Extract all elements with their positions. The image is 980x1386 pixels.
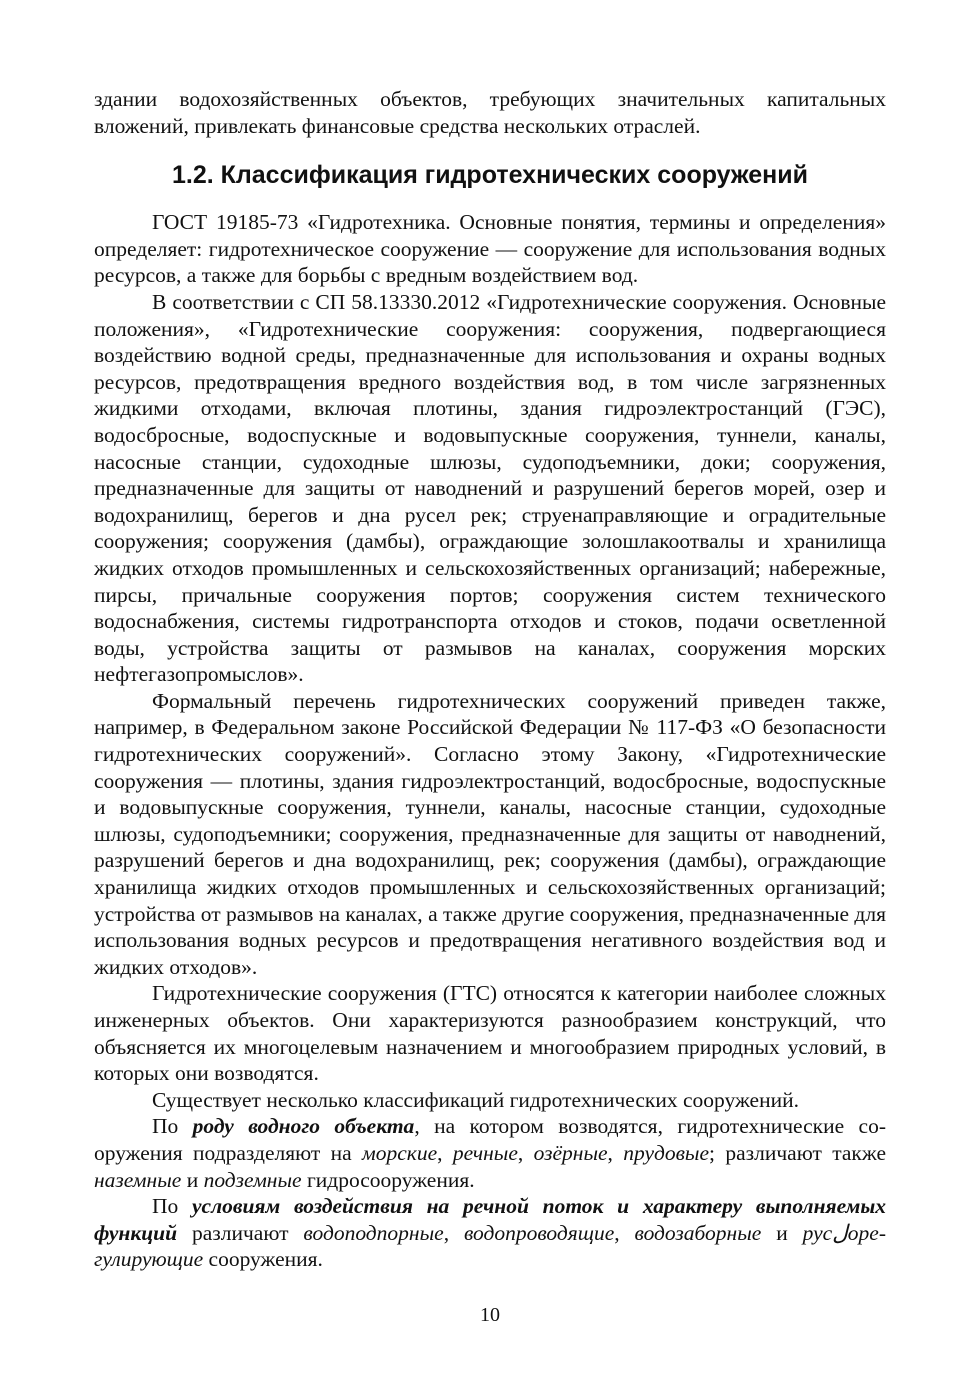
text-run: и: [761, 1220, 803, 1245]
section-title: 1.2. Классификация гидротехнических сооружений: [171, 161, 808, 190]
text-run: ,: [614, 1220, 635, 1245]
italic-term: русلорегулирующие: [94, 1220, 887, 1272]
intro-continuation-paragraph: здании водохозяйственных объектов, требующих значительных капитальных вложений, привлекать финансовые средства нескольких отраслей.: [94, 87, 886, 138]
text-run: ,: [443, 1220, 464, 1245]
text-run: различают: [177, 1220, 304, 1245]
italic-term: озёрные: [533, 1140, 608, 1165]
emphasis-term: условиям воздействия на речной поток и характеру выполняемых функций: [94, 1194, 887, 1245]
text-run: гидросооружения.: [301, 1167, 475, 1192]
italic-term: водозаборные: [634, 1220, 762, 1245]
paragraph-federal-law: Формальный перечень гидротехнических сооружений приведен также, например, в Федеральном законе Российской Федерации № 117-ФЗ «О безопасности гидротехнических сооружений». Согласно этому Закону, «Гидротехнические сооружения — плотины, здания гидроэлектростанций, водосбросные, водоспускные и водовыпускные сооружения, туннели, каналы, насосные станции, судоходные шлюзы, судоподъемники; сооружения, предназначенные для защиты от наводнений, разрушений берегов и дна водохранилищ, рек; сооружения (дамбы), ограждающие хранилища жидких отходов промышленных и сельскохозяйственных организаций; устройства от размывов на каналах, а также другие сооружения, предназначенные для использования водных ресурсов и предотвращения негативного воздействия вод и жидких отходов».: [94, 688, 886, 979]
text-run: ,: [437, 1140, 453, 1165]
page-number: 10: [480, 1304, 500, 1326]
page-body: [94, 86, 886, 1273]
paragraph-gts-complexity: Гидротехнические сооружения (ГТС) относятся к категории наиболее сложных инженерных объектов. Они характеризуются разнообразием конструкций, что объясняется их многоцелевым назначением и многообразием природных условий, в которых они возводятся.: [94, 981, 886, 1086]
italic-term: прудовые: [623, 1140, 710, 1165]
italic-term: морские: [362, 1140, 438, 1165]
paragraph-classifications-intro: Существует несколько классификаций гидротехнических сооружений.: [152, 1087, 799, 1112]
italic-term: подземные: [203, 1167, 302, 1192]
paragraph-water-body-classification: [94, 1113, 886, 1193]
emphasis-term: роду водного объекта: [192, 1114, 415, 1139]
text-run: сооружения.: [203, 1247, 323, 1272]
text-run: По: [152, 1114, 193, 1139]
text-run: ,: [607, 1140, 624, 1165]
paragraph-sp-definition: В соответствии с СП 58.13330.2012 «Гидротехнические сооружения. Основные положения», «Гидротехнические сооружения: сооружения, подвергающиеся воздействию водной среды, предназначенные для использования и охраны водных ресурсов, предотвращения вредного воздействия вод, в том числе загрязненных жидкими отходами, включая плотины, здания гидроэлектростанций (ГЭС), водосбросные, водоспускные и водовыпускные сооружения, туннели, каналы, насосные станции, судоходные шлюзы, судоподъемники, доки; сооружения, предназначенные для защиты от наводнений и разрушений берегов морей, озер и водохранилищ, берегов и дна русел рек; струенаправляющие и оградительные сооружения; сооружения (дамбы), ограждающие золошлакоотвалы и хранилища жидких отходов промышленных и сельскохозяйственных организаций; набережные, пирсы, причальные сооружения портов; сооружения систем технического водоснабжения, системы гидротранспорта отходов и стоков, подачи осветленной воды, устройства защиты от размывов на каналах, сооружения морских нефтегазопромыслов».: [94, 289, 886, 687]
text-run: и: [181, 1167, 204, 1192]
italic-term: водоподпорные: [303, 1220, 444, 1245]
text-run: ,: [517, 1140, 534, 1165]
text-run: , на котором возводятся, гидротехнические сооружения подразделяют на: [94, 1114, 886, 1165]
text-run: По: [152, 1194, 192, 1219]
italic-term: водопроводящие: [463, 1220, 615, 1245]
italic-term: наземные: [94, 1167, 182, 1192]
paragraph-gost-definition: ГОСТ 19185-73 «Гидротехника. Основные понятия, термины и определения» определяет: гидротехническое сооружение — сооружение для использования водных ресурсов, а также для борьбы с вредным воздействием вод.: [94, 210, 886, 288]
italic-term: речные: [452, 1140, 518, 1165]
paragraph-function-classification: [94, 1193, 886, 1273]
text-run: ; различают также: [709, 1140, 886, 1165]
